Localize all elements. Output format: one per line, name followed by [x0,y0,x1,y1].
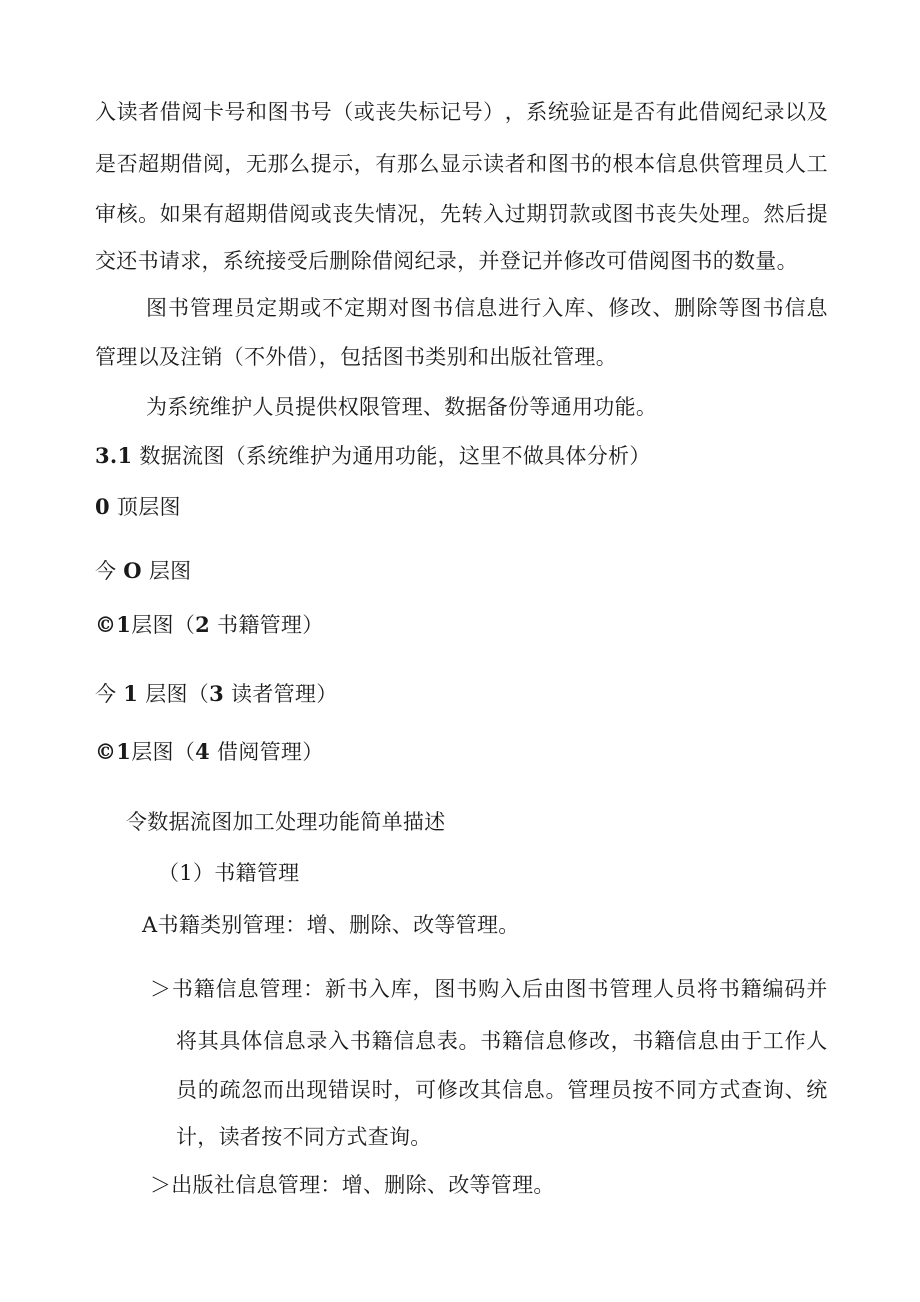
item-book-info-line-3: 员 的 疏 忽 而 出 现 错 误 时 ， 可 修 改 其 信 息 。 管 理 员 按 不 同 方 式 查 询 、 统 [176,1078,828,1102]
description-heading: 令数据流图加工处理功能简单描述 [126,810,446,834]
paragraph-2-line-1: 图 书 管 理 员 定 期 或 不 定 期 对 图 书 信 息 进 行 入 库 、 修 改 、 删 除 等 图 书 信 息 [146,296,828,320]
diagram-borrow-mid: 层图（ [131,740,196,764]
section-number: 3.1 [95,443,133,468]
paragraph-1-line-4: 交还书请求，系统接受后删除借阅纪录，并登记并修改可借阅图书的数量。 [95,249,798,273]
diagram-layer-1-readers [95,679,338,709]
item-book-category: A书籍类别管理：增、删除、改等管理。 [142,913,520,937]
diagram-books-text: 书籍管理） [217,613,324,637]
paragraph-2-line-2: 管理以及注销（不外借），包括图书类别和出版社管理。 [95,345,617,369]
diagram-books-num: 2 [195,612,211,637]
diagram-books-prefix: ©1 [95,612,132,637]
diagram-top-num: 0 [95,494,110,519]
paragraph-1-line-1: 入 读 者 借 阅 卡 号 和 图 书 号 （ 或 丧 失 标 记 号 ） ， 系 统 验 证 是 否 有 此 借 阅 纪 录 以 及 [95,100,828,124]
paragraph-1-line-3: 审 核 。 如 果 有 超 期 借 阅 或 丧 失 情 况 ， 先 转 入 过 期 罚 款 或 图 书 丧 失 处 理 。 然 后 提 [95,202,828,226]
diagram-books-mid: 层图（ [131,613,196,637]
diagram-borrow-text: 借阅管理） [217,740,324,764]
diagram-layer-1-borrow [95,737,324,767]
section-heading [95,441,651,471]
diagram-layer-1-books [95,610,324,640]
diagram-layer-0 [95,556,191,586]
diagram-layer0-num: O [123,558,142,583]
diagram-borrow-prefix: ©1 [95,739,132,764]
diagram-borrow-num: 4 [195,739,211,764]
paragraph-3: 为系统维护人员提供权限管理、数据备份等通用功能。 [146,395,658,419]
diagram-readers-num2: 3 [209,681,225,706]
item-book-info-line-2: 将 其 具 体 信 息 录 入 书 籍 信 息 表 。 书 籍 信 息 修 改 ， 书 籍 信 息 由 于 工 作 人 [176,1029,828,1053]
diagram-layer0-text: 层图 [148,559,192,583]
subsection-1-heading: （1）书籍管理 [158,861,300,885]
diagram-readers-mid: 层图（ [145,682,210,706]
diagram-readers-prefix: 今 [95,682,117,706]
item-book-info-line-4: 计，读者按不同方式查询。 [176,1125,432,1149]
diagram-readers-num: 1 [123,681,139,706]
diagram-top-text: 顶层图 [116,495,181,519]
diagram-readers-text: 读者管理） [231,682,338,706]
item-publisher-info: ＞出版社信息管理：增、删除、改等管理。 [150,1173,555,1197]
paragraph-1-line-2: 是 否 超 期 借 阅 ， 无 那 么 提 示 ， 有 那 么 显 示 读 者 和 图 书 的 根 本 信 息 供 管 理 员 人 工 [95,152,828,176]
diagram-top-level [95,492,181,522]
diagram-layer0-prefix: 今 [95,559,117,583]
section-title: 数据流图（系统维护为通用功能，这里不做具体分析） [139,444,651,468]
item-book-info-line-1: ＞ 书 籍 信 息 管 理 ： 新 书 入 库 ， 图 书 购 入 后 由 图 书 管 理 人 员 将 书 籍 编 码 并 [150,977,828,1001]
